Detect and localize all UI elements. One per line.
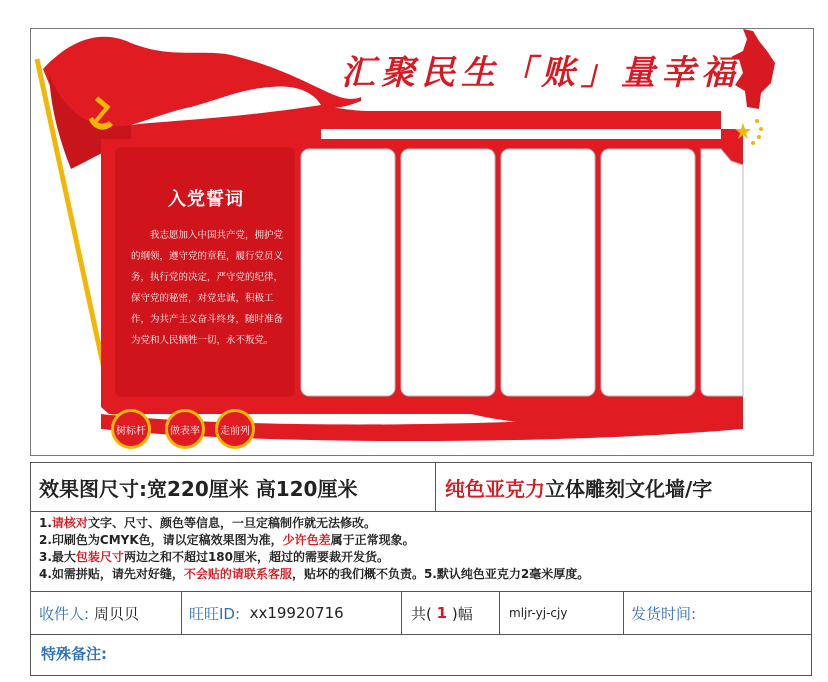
count: 共( 1 )幅 [411,604,473,623]
badge-1: 树标杆 [111,409,151,449]
product-rest: 立体雕刻文化墙/字 [545,477,713,501]
oath-text: 我志愿加入中国共产党，拥护党的纲领，遵守党的章程，履行党员义务，执行党的决定，严守党的纪律，保守党的秘密，对党忠诚，积极工作，为共产主义奋斗终身，随时准备为党和人民牺牲一切，永不叛党。 [131,230,284,346]
size-text: 效果图尺寸:宽220厘米 高120厘米 [39,477,358,501]
panel-4 [601,149,695,396]
design-code: mljr-yj-cjy [509,606,568,620]
wangwang: 旺旺ID: xx19920716 [189,604,344,623]
panel-2 [401,149,495,396]
wangwang-value: xx19920716 [249,604,344,622]
product-red: 纯色亚克力 [445,477,545,501]
note-3: 3.最大包装尺寸两边之和不超过180厘米，超过的需要裁开发货。 [39,550,389,564]
design-preview [30,28,814,456]
product-text [445,473,712,502]
oath-panel [117,147,295,397]
badge-2: 做表率 [165,409,205,449]
panel-5 [701,149,743,396]
order-info-table [30,462,812,676]
note-4: 4.如需拼贴，请先对好缝，不会贴的请联系客服，贴坏的我们概不负责。5.默认纯色亚克力2毫米厚度。 [39,567,590,581]
oath-title: 入党誓词 [168,189,244,210]
notes [39,515,589,583]
panel-1 [301,149,395,396]
badge-3: 走前列 [215,409,255,449]
special-remarks-label: 特殊备注: [41,645,107,663]
note-2: 2.印刷色为CMYK色，请以定稿效果图为准，少许色差属于正常现象。 [39,533,415,547]
recipient-value: 周贝贝 [93,604,139,623]
note-1: 1.请核对文字、尺寸、颜色等信息，一旦定稿制作就无法修改。 [39,516,376,530]
wall-title: 汇聚民生「账」量幸福 [341,53,741,93]
panel-3 [501,149,595,396]
ship-time-label: 发货时间: [631,604,697,623]
recipient: 收件人: 周贝贝 [39,604,139,623]
